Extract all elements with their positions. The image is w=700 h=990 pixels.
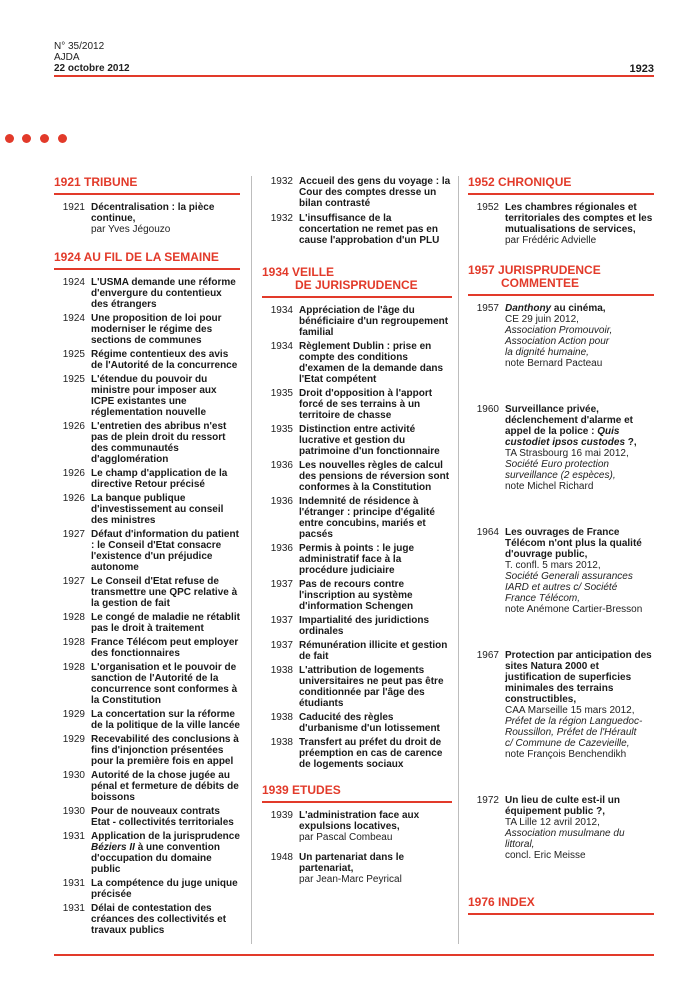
entry-text: [91, 637, 240, 659]
toc-entry: [262, 712, 452, 734]
entry-title-italic: Béziers II: [91, 842, 135, 853]
footer-rule: [54, 954, 654, 956]
entry-text: [299, 665, 452, 709]
entry-page-number: 1937: [270, 615, 293, 626]
entry-title: Un lieu de culte est-il un équipement public ?,: [505, 795, 621, 817]
entry-text: [505, 303, 654, 369]
toc-entry: [54, 612, 240, 634]
toc-entry: [262, 213, 452, 246]
entry-page-number: 1925: [62, 349, 85, 360]
section-title: 1939 ETUDES: [262, 783, 341, 797]
section-title: 1921 TRIBUNE: [54, 175, 138, 189]
entry-page-number: 1929: [62, 734, 85, 745]
entry-title: Surveillance privée, déclenchement d'alarme et appel de la police : Quis custodiet ipsos custodes ?,: [505, 404, 637, 448]
entry-page-number: 1931: [62, 903, 85, 914]
entry-text: [91, 662, 240, 706]
entry-page-number: 1930: [62, 806, 85, 817]
entry-title: Régime contentieux des avis de l'Autorité de la concurrence: [91, 349, 238, 371]
toc-entry: [262, 305, 452, 338]
entry-text: [299, 543, 452, 576]
toc-column-1: [54, 176, 240, 939]
toc-entry: [262, 665, 452, 709]
toc-entry: [262, 543, 452, 576]
dot-icon: [22, 134, 31, 143]
entry-text: [91, 612, 240, 634]
toc-entry: [262, 176, 452, 209]
entry-parties: Association Promouvoir,: [505, 325, 613, 336]
entry-page-number: 1948: [270, 852, 293, 863]
entry-page-number: 1932: [270, 176, 293, 187]
entry-note: note Bernard Pacteau: [505, 358, 603, 369]
entry-page-number: 1964: [476, 527, 499, 538]
entry-page-number: 1928: [62, 662, 85, 673]
section-heading: [54, 176, 240, 189]
toc-entry: [54, 493, 240, 526]
entry-note: note Anémone Cartier-Bresson: [505, 604, 643, 615]
entry-text: [299, 712, 452, 734]
entry-page-number: 1928: [62, 637, 85, 648]
entry-title: L'attribution de logements universitaires ne peut pas être conditionnée par l'âge des étudiants: [299, 665, 444, 709]
entry-title: La banque publique d'investissement au conseil des ministres: [91, 493, 224, 526]
section-rule: [468, 193, 654, 195]
entry-page-number: 1921: [62, 202, 85, 213]
entry-text: [299, 852, 452, 885]
toc-entry: [54, 770, 240, 803]
entry-parties: Association Action pour: [505, 336, 610, 347]
toc-entry: [468, 303, 654, 369]
entry-text: [91, 878, 240, 900]
entry-title: Application de la jurisprudence Béziers II à une convention d'occupation du domaine public: [91, 831, 240, 875]
entry-note: note François Benchendikh: [505, 749, 627, 760]
toc-entry: [54, 576, 240, 609]
issue-date: 22 octobre 2012: [54, 63, 130, 74]
toc-entry: [262, 341, 452, 385]
entry-title: Autorité de la chose jugée au pénal et fermeture de débits de boissons: [91, 770, 239, 803]
entry-text: [505, 527, 654, 615]
entry-page-number: 1924: [62, 277, 85, 288]
entry-page-number: 1960: [476, 404, 499, 415]
section-heading: [262, 266, 452, 292]
entry-page-number: 1934: [270, 305, 293, 316]
toc-column-3: [468, 176, 654, 922]
entry-title: Permis à points : le juge administratif face à la procédure judiciaire: [299, 543, 415, 576]
toc-entry: [54, 529, 240, 573]
entry-title: Impartialité des juridictions ordinales: [299, 615, 430, 637]
entry-reference: CE 29 juin 2012,: [505, 314, 579, 325]
entry-title: Délai de contestation des créances des collectivités et travaux publics: [91, 903, 227, 936]
entry-page-number: 1924: [62, 313, 85, 324]
entry-text: [91, 349, 240, 371]
entry-reference: TA Strasbourg 16 mai 2012,: [505, 448, 629, 459]
section-rule: [468, 294, 654, 296]
entry-title: Défaut d'information du patient : le Conseil d'Etat consacre l'existence d'un préjudice autonome: [91, 529, 239, 573]
entry-title: Appréciation de l'âge du bénéficiaire d'un regroupement familial: [299, 305, 449, 338]
entry-text: [505, 404, 654, 492]
entry-title: Le congé de maladie ne rétablit pas le droit à traitement: [91, 612, 240, 634]
entry-text: [299, 810, 452, 843]
section-rule: [54, 268, 240, 270]
entry-note: note Michel Richard: [505, 481, 594, 492]
column-divider: [458, 176, 459, 944]
entry-page-number: 1936: [270, 496, 293, 507]
toc-entry: [468, 650, 654, 760]
toc-entry: [468, 795, 654, 861]
entry-title: L'étendue du pouvoir du ministre pour imposer aux ICPE existantes une réglementation nouvelle: [91, 374, 217, 418]
entry-parties: Société Euro protection: [505, 459, 609, 470]
section-title-line2: COMMENTEE: [501, 276, 579, 290]
section-heading: [468, 264, 654, 290]
entry-parties: Roussillon, Préfet de l'Hérault: [505, 727, 637, 738]
toc-entry: [54, 662, 240, 706]
toc-entry: [468, 527, 654, 615]
toc-column-2: [262, 176, 452, 894]
entry-title: La concertation sur la réforme de la politique de la ville lancée: [91, 709, 240, 731]
entry-title: Décentralisation : la pièce continue,: [91, 202, 215, 224]
entry-page-number: 1952: [476, 202, 499, 213]
entry-page-number: 1938: [270, 737, 293, 748]
entry-page-number: 1928: [62, 612, 85, 623]
entry-title: Règlement Dublin : prise en compte des conditions d'examen de la demande dans l'Etat compétent: [299, 341, 444, 385]
entry-title: Une proposition de loi pour moderniser le régime des sections de communes: [91, 313, 222, 346]
entry-title: L'entretien des abribus n'est pas de plein droit du ressort des communautés d'agglomération: [91, 421, 227, 465]
entry-title: Pour de nouveaux contrats Etat - collectivités territoriales: [91, 806, 234, 828]
entry-page-number: 1930: [62, 770, 85, 781]
toc-entry: [54, 313, 240, 346]
entry-text: [299, 737, 452, 770]
entry-page-number: 1939: [270, 810, 293, 821]
entry-title: L'organisation et le pouvoir de sanction de l'Autorité de la concurrence sont conformes à la Constitution: [91, 662, 238, 706]
entry-text: [91, 831, 240, 875]
toc-entry: [54, 277, 240, 310]
entry-title: Protection par anticipation des sites Natura 2000 et justification de superficies minimales des terrains constructibles,: [505, 650, 652, 705]
entry-title: Les nouvelles règles de calcul des pensions de réversion sont conformes à la Constitution: [299, 460, 450, 493]
entry-page-number: 1932: [270, 213, 293, 224]
entry-byline: par Jean-Marc Peyrical: [299, 874, 402, 885]
entry-text: [299, 341, 452, 385]
section-heading: [54, 251, 240, 264]
entry-title: L'administration face aux expulsions locatives,: [299, 810, 420, 832]
toc-entry: [262, 810, 452, 843]
toc-entry: [54, 637, 240, 659]
entry-title-italic: Quis custodiet ipsos custodes: [505, 426, 626, 448]
entry-parties: surveillance (2 espèces),: [505, 470, 616, 481]
entry-byline: par Frédéric Advielle: [505, 235, 597, 246]
section-rule: [262, 296, 452, 298]
entry-title: Les ouvrages de France Télécom n'ont plus la qualité d'ouvrage public,: [505, 527, 642, 560]
entry-text: [299, 615, 452, 637]
entry-page-number: 1935: [270, 388, 293, 399]
entry-title: France Télécom peut employer des fonctionnaires: [91, 637, 239, 659]
entry-text: [91, 202, 240, 235]
entry-text: [505, 650, 654, 760]
toc-entry: [54, 903, 240, 936]
entry-text: [299, 305, 452, 338]
entry-page-number: 1926: [62, 493, 85, 504]
toc-entry: [54, 806, 240, 828]
entry-parties: c/ Commune de Cazevieille,: [505, 738, 630, 749]
entry-title: L'insuffisance de la concertation ne remet pas en cause l'approbation d'un PLU: [299, 213, 440, 246]
section-heading: [468, 176, 654, 189]
dot-icon: [5, 134, 14, 143]
entry-note: concl. Eric Meisse: [505, 850, 586, 861]
toc-entry: [262, 460, 452, 493]
entry-text: [299, 640, 452, 662]
entry-text: [505, 795, 654, 861]
toc-entry: [262, 496, 452, 540]
entry-page-number: 1927: [62, 529, 85, 540]
entry-byline: par Yves Jégouzo: [91, 224, 171, 235]
toc-entry: [262, 388, 452, 421]
toc-entry: [262, 852, 452, 885]
toc-entry: [262, 640, 452, 662]
entry-page-number: 1972: [476, 795, 499, 806]
entry-page-number: 1929: [62, 709, 85, 720]
section-rule: [54, 193, 240, 195]
entry-reference: TA Lille 12 avril 2012,: [505, 817, 600, 828]
entry-title: Distinction entre activité lucrative et gestion du patrimoine d'un fonctionnaire: [299, 424, 440, 457]
section-title: 1924 AU FIL DE LA SEMAINE: [54, 250, 219, 264]
entry-title: Droit d'opposition à l'apport forcé de ses terrains à un territoire de chasse: [299, 388, 433, 421]
entry-page-number: 1926: [62, 468, 85, 479]
entry-page-number: 1936: [270, 460, 293, 471]
entry-reference: T. confl. 5 mars 2012,: [505, 560, 601, 571]
entry-text: [299, 213, 452, 246]
entry-page-number: 1937: [270, 640, 293, 651]
header-rule: [54, 75, 654, 77]
section-title: 1934 VEILLE: [262, 265, 335, 279]
entry-title: Accueil des gens du voyage : la Cour des comptes dresse un bilan contrasté: [299, 176, 451, 209]
entry-text: [91, 374, 240, 418]
entry-page-number: 1937: [270, 579, 293, 590]
entry-text: [91, 903, 240, 936]
entry-byline: par Pascal Combeau: [299, 832, 393, 843]
toc-entry: [54, 734, 240, 767]
entry-text: [299, 424, 452, 457]
entry-page-number: 1931: [62, 831, 85, 842]
section-title: 1952 CHRONIQUE: [468, 175, 572, 189]
entry-text: [299, 579, 452, 612]
entry-page-number: 1926: [62, 421, 85, 432]
entry-text: [505, 202, 654, 246]
entry-title: Le champ d'application de la directive Retour précisé: [91, 468, 228, 490]
toc-entry: [54, 202, 240, 235]
entry-page-number: 1927: [62, 576, 85, 587]
entry-page-number: 1936: [270, 543, 293, 554]
toc-entry: [54, 374, 240, 418]
toc-entry: [262, 424, 452, 457]
toc-entry: [262, 579, 452, 612]
toc-entry: [262, 615, 452, 637]
dot-icon: [58, 134, 67, 143]
entry-title: Un partenariat dans le partenariat,: [299, 852, 405, 874]
toc-entry: [54, 831, 240, 875]
entry-title: Danthony au cinéma,: [505, 303, 606, 314]
entry-title: La compétence du juge unique précisée: [91, 878, 238, 900]
entry-text: [91, 806, 240, 828]
entry-page-number: 1957: [476, 303, 499, 314]
entry-text: [91, 277, 240, 310]
issue-number: N° 35/2012: [54, 41, 105, 52]
section-rule: [262, 801, 452, 803]
column-divider: [251, 176, 252, 944]
entry-page-number: 1938: [270, 712, 293, 723]
entry-parties: France Télécom,: [505, 593, 581, 604]
entry-page-number: 1931: [62, 878, 85, 889]
section-heading: [262, 784, 452, 797]
entry-title: Transfert au préfet du droit de préemption en cas de carence de logements sociaux: [299, 737, 443, 770]
entry-parties: IARD et autres c/ Société: [505, 582, 618, 593]
entry-title: Recevabilité des conclusions à fins d'injonction présentées pour la première fois en appel: [91, 734, 239, 767]
entry-text: [91, 709, 240, 731]
entry-text: [91, 493, 240, 526]
issue-header: [54, 41, 130, 74]
entry-title: Rémunération illicite et gestion de fait: [299, 640, 448, 662]
toc-entry: [54, 878, 240, 900]
toc-entry: [468, 202, 654, 246]
entry-text: [91, 734, 240, 767]
toc-entry: [54, 709, 240, 731]
entry-parties: Préfet de la région Languedoc-: [505, 716, 643, 727]
section-title: 1976 INDEX: [468, 895, 535, 909]
entry-text: [299, 176, 452, 209]
entry-title: Pas de recours contre l'inscription au système d'information Schengen: [299, 579, 414, 612]
entry-text: [91, 468, 240, 490]
entry-parties: Société Generali assurances: [505, 571, 633, 582]
entry-title: Indemnité de résidence à l'étranger : principe d'égalité entre concubins, mariés et pacsés: [299, 496, 435, 540]
entry-text: [299, 496, 452, 540]
entry-text: [299, 460, 452, 493]
section-title-line2: DE JURISPRUDENCE: [295, 278, 418, 292]
toc-entry: [468, 404, 654, 492]
entry-text: [91, 313, 240, 346]
entry-title: Les chambres régionales et territoriales des comptes et les mutualisations de services,: [505, 202, 653, 235]
entry-title: L'USMA demande une réforme d'envergure du contentieux des étrangers: [91, 277, 236, 310]
page-number: 1923: [629, 63, 654, 75]
entry-text: [299, 388, 452, 421]
entry-text: [91, 529, 240, 573]
entry-page-number: 1967: [476, 650, 499, 661]
section-title: 1957 JURISPRUDENCE: [468, 263, 601, 277]
entry-text: [91, 770, 240, 803]
journal-name: AJDA: [54, 52, 80, 63]
section-heading: [468, 896, 654, 909]
entry-parties: Association musulmane du littoral,: [505, 828, 625, 850]
entry-text: [91, 421, 240, 465]
entry-title-italic: Danthony: [505, 303, 552, 314]
entry-text: [91, 576, 240, 609]
entry-page-number: 1934: [270, 341, 293, 352]
section-rule: [468, 913, 654, 915]
entry-page-number: 1935: [270, 424, 293, 435]
entry-page-number: 1925: [62, 374, 85, 385]
dot-icon: [40, 134, 49, 143]
entry-title: Le Conseil d'Etat refuse de transmettre une QPC relative à la gestion de fait: [91, 576, 238, 609]
entry-title: Caducité des règles d'urbanisme d'un lotissement: [299, 712, 440, 734]
entry-reference: CAA Marseille 15 mars 2012,: [505, 705, 635, 716]
toc-entry: [262, 737, 452, 770]
toc-entry: [54, 468, 240, 490]
toc-entry: [54, 421, 240, 465]
entry-parties: la dignité humaine,: [505, 347, 589, 358]
entry-page-number: 1938: [270, 665, 293, 676]
toc-entry: [54, 349, 240, 371]
